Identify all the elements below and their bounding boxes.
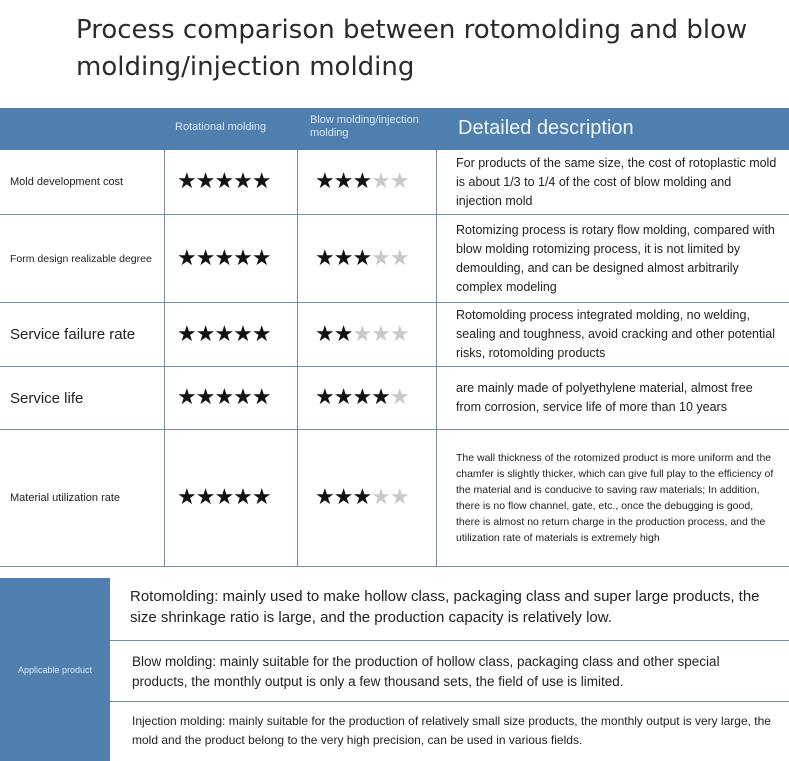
applicable-item-text: Injection molding: mainly suitable for the production of relatively small size products, the monthly output is very large, the mold and the product belong to the very high precision, can be used in various fields. [132,714,771,747]
rotational-rating [164,215,297,302]
star-icon: ★★★ [315,245,372,271]
applicable-item-rotomolding [110,578,789,641]
rotational-rating [164,430,297,566]
applicable-item-blow-molding [110,641,789,702]
table-row [0,303,789,367]
star-icon: ★★ [315,321,353,347]
star-empty-icon: ★★ [371,169,409,194]
applicable-product-label-cell [0,578,110,761]
star-icon: ★★★★★ [177,169,271,194]
rotational-rating [164,367,297,429]
row-description: Rotomizing process is rotary flow molding, compared with blow molding rotomizing process, it is not limited by demoulding, and can be designed almost arbitrarily complex modeling [436,215,789,302]
rotational-rating [164,303,297,366]
star-icon: ★★★★★ [177,385,271,410]
header-rotational-molding: Rotational molding [175,121,267,133]
row-description: are mainly made of polyethylene material, almost free from corrosion, service life of more than 10 years [436,367,789,429]
blow-rating [297,430,436,566]
table-header [0,108,789,150]
table-row [0,150,789,215]
blow-rating [297,303,436,366]
star-icon: ★★★★★ [177,245,271,271]
row-description: Rotomolding process integrated molding, no welding, sealing and toughness, avoid cracking and other potential risks, rotomolding products [436,303,789,366]
applicable-product-label: Applicable product [17,664,93,675]
row-label: Service life [10,389,84,407]
header-blow-molding: Blow molding/injection molding [310,114,419,139]
table-row [0,215,789,303]
table-row [0,367,789,430]
star-icon: ★★★ [315,485,372,510]
star-empty-icon: ★★ [371,245,409,271]
star-empty-icon: ★★★ [352,321,409,347]
blow-rating [297,215,436,302]
star-icon: ★★★★ [315,385,390,410]
star-icon: ★★★★★ [177,485,271,510]
row-label: Material utilization rate [10,492,121,504]
applicable-item-injection-molding [110,702,789,761]
row-label: Service failure rate [10,326,136,343]
table-row [0,430,789,567]
applicable-item-text: Blow molding: mainly suitable for the production of hollow class, packaging class and other special products, the monthly output is only a few thousand sets, the field of use is limited. [132,654,720,689]
star-icon: ★★★★★ [177,321,271,347]
applicable-product-section [0,578,789,761]
row-label: Mold development cost [10,176,124,188]
rotational-rating [164,150,297,214]
star-empty-icon: ★ [389,385,409,410]
blow-rating [297,367,436,429]
row-label: Form design realizable degree [10,252,152,265]
applicable-item-text: Rotomolding: mainly used to make hollow class, packaging class and super large products, the size shrinkage ratio is large, and the production capacity is relatively low. [130,588,760,626]
row-description: The wall thickness of the rotomized product is more uniform and the chamfer is slightly thicker, which can give full play to the efficiency of the material and is conducive to saving raw materials; In addition, there is no flow channel, gate, etc., once the debugging is good, there is almost no return charge in the production process, and the utilization rate of materials is extremely high [436,430,789,566]
row-description: For products of the same size, the cost of rotoplastic mold is about 1/3 to 1/4 of the cost of blow molding and injection mold [436,150,789,214]
header-detailed-description: Detailed description [458,117,634,139]
star-empty-icon: ★★ [371,485,409,510]
page-title: Process comparison between rotomolding and blow molding/injection molding [76,15,748,82]
star-icon: ★★★ [315,169,372,194]
blow-rating [297,150,436,214]
